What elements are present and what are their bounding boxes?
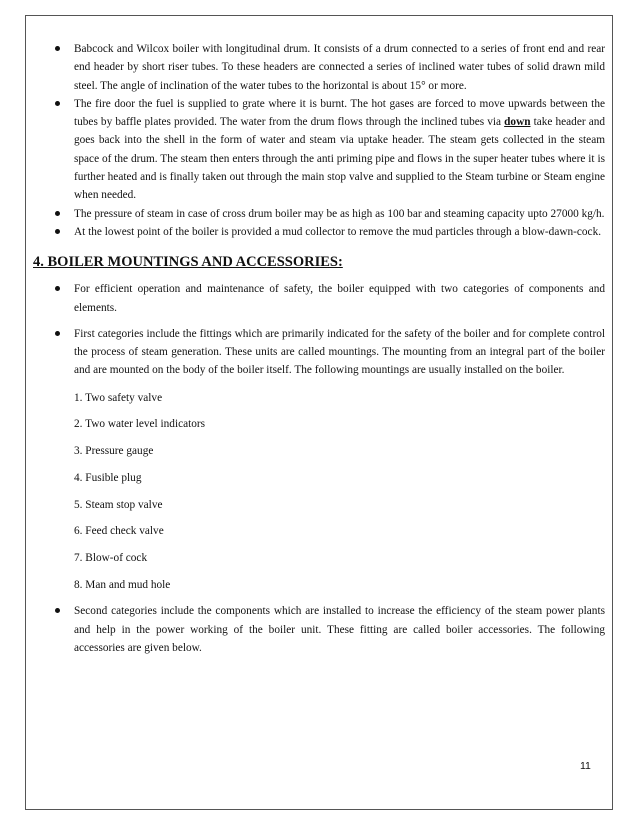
list-item [33, 205, 605, 223]
list-item [33, 280, 605, 317]
paragraph-text-before: The fire door the fuel is supplied to grate where it is burnt. The hot gases are forced to move upwards between the tubes by baffle plates provided. The water from the drum flows through the inclined tubes via [74, 97, 605, 129]
bullet-icon [55, 46, 60, 51]
mountings-list [33, 389, 605, 594]
bullet-list-mountings [33, 280, 605, 657]
mounting-item: 6. Feed check valve [74, 525, 164, 538]
document-body [33, 40, 605, 657]
paragraph-text: First categories include the fittings which are primarily indicated for the safety of the boiler and for complete control the process of steam generation. These units are called mountings. The mounting from an integral part of the boiler and are mounted on the body of the boiler itself. The following mountings are usually installed on the boiler. [74, 327, 605, 377]
paragraph-text: Babcock and Wilcox boiler with longitudinal drum. It consists of a drum connected to a series of front end and rear end header by short riser tubes. To these headers are connected a series of inclined water tubes of solid drawn mild steel. The angle of inclination of the water tubes to the horizontal is about 15° or more. [74, 43, 605, 92]
mounting-item: 3. Pressure gauge [74, 445, 154, 458]
paragraph-text: Second categories include the components which are installed to increase the efficiency of the steam power plants and help in the power working of the boiler unit. These fitting are called boiler accessories. The following accessories are given below. [74, 605, 605, 654]
bullet-icon [55, 608, 60, 613]
bullet-icon [55, 331, 60, 336]
mounting-item: 4. Fusible plug [74, 471, 142, 484]
list-item [33, 40, 605, 95]
paragraph-text: The pressure of steam in case of cross drum boiler may be as high as 100 bar and steaming capacity upto 27000 kg/h. [74, 207, 605, 220]
paragraph-text: For efficient operation and maintenance of safety, the boiler equipped with two categories of components and elements. [74, 283, 605, 314]
list-item [33, 95, 605, 205]
mounting-item: 7. Blow-of cock [74, 551, 148, 564]
mounting-item: 8. Man and mud hole [74, 578, 171, 591]
bullet-icon [55, 229, 60, 234]
emphasized-word: down [504, 116, 531, 129]
list-item [33, 325, 605, 594]
bullet-icon [55, 211, 60, 216]
section-heading: 4. BOILER MOUNTINGS AND ACCESSORIES: [33, 254, 343, 271]
mounting-item: 5. Steam stop valve [74, 498, 163, 511]
list-item [33, 223, 605, 241]
page-number: 11 [580, 760, 591, 772]
paragraph-text-after: take header and goes back into the shell in the form of water and steam via uptake header. The steam gets collected in the steam space of the drum. The steam then enters through the anti priming pipe and flows in the super heater tubes where it is further heated and is finally taken out through the main stop valve and supplied to the Steam turbine or Steam engine when needed. [74, 116, 606, 202]
mounting-item: 1. Two safety valve [74, 391, 163, 404]
mounting-item: 2. Two water level indicators [74, 418, 206, 431]
bullet-icon [55, 101, 60, 106]
list-item [33, 602, 605, 657]
bullet-icon [55, 286, 60, 291]
bullet-list-drum-boiler [33, 40, 605, 241]
paragraph-text: At the lowest point of the boiler is provided a mud collector to remove the mud particles through a blow-dawn-cock. [74, 225, 602, 238]
